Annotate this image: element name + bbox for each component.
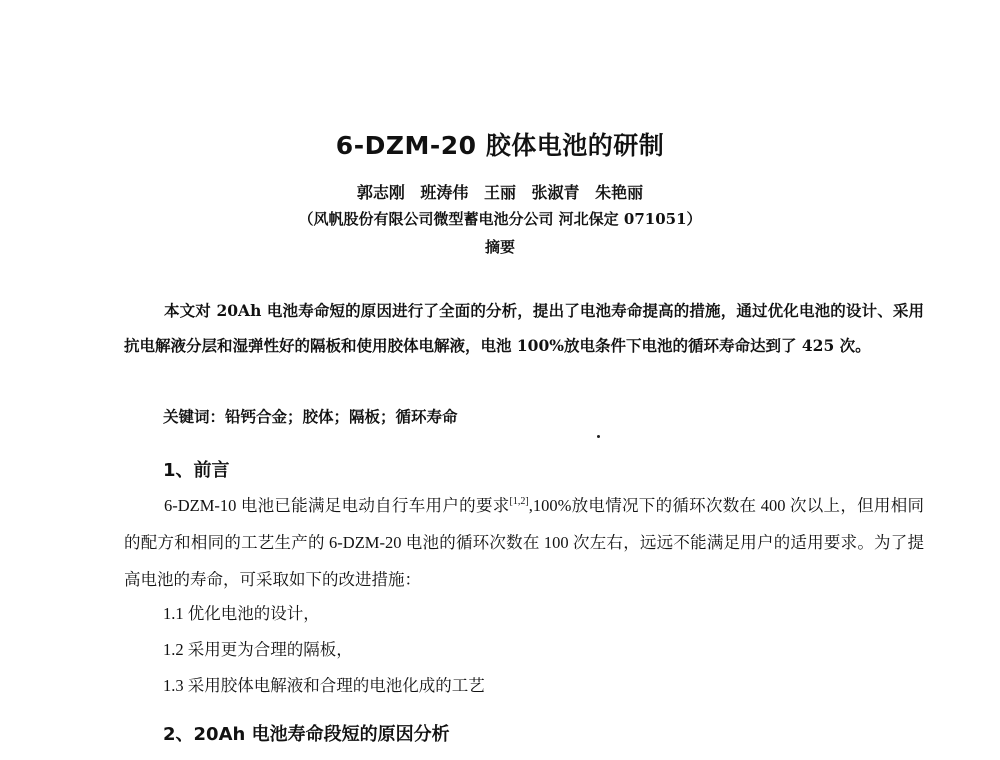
author-affiliation: （风帆股份有限公司微型蓄电池分公司 河北保定 071051） bbox=[298, 210, 702, 228]
intro-text-part-2: ,100%放电情况下的循环次数在 400 次以上，但用相同的配方和相同的工艺生产的 6-DZM-20 电池的循环次数在 100 次左右，远远不能满足用户的适用要求。为了提高电池的寿命，可采取如下的改进措施： bbox=[124, 496, 924, 589]
abstract-text: 本文对 20Ah 电池寿命短的原因进行了全面的分析，提出了电池寿命提高的措施，通过优化电池的设计、采用抗电解液分层和湿弹性好的隔板和使用胶体电解液，电池 100%放电条件下电池的循环寿命达到了 425 次。 bbox=[124, 301, 924, 355]
introduction-paragraph bbox=[124, 487, 924, 598]
measure-item-2: 1.2 采用更为合理的隔板， bbox=[163, 640, 353, 659]
section-heading-introduction: 1、前言 bbox=[163, 460, 230, 481]
intro-text-part-1: 6-DZM-10 电池已能满足电动自行车用户的要求 bbox=[164, 496, 510, 515]
keywords: 关键词：铅钙合金；胶体；隔板；循环寿命 bbox=[163, 407, 458, 426]
paper-title: 6-DZM-20 胶体电池的研制 bbox=[335, 131, 665, 160]
abstract-heading: 摘要 bbox=[484, 238, 515, 256]
measure-item-1: 1.1 优化电池的设计， bbox=[163, 604, 320, 623]
citation-ref: [1,2] bbox=[509, 496, 529, 507]
measure-item-3: 1.3 采用胶体电解液和合理的电池化成的工艺 bbox=[163, 676, 485, 695]
stray-dot-mark bbox=[597, 435, 600, 438]
author-list: 郭志刚 班涛伟 王丽 张淑青 朱艳丽 bbox=[356, 183, 644, 202]
section-heading-analysis: 2、20Ah 电池寿命段短的原因分析 bbox=[163, 724, 450, 745]
